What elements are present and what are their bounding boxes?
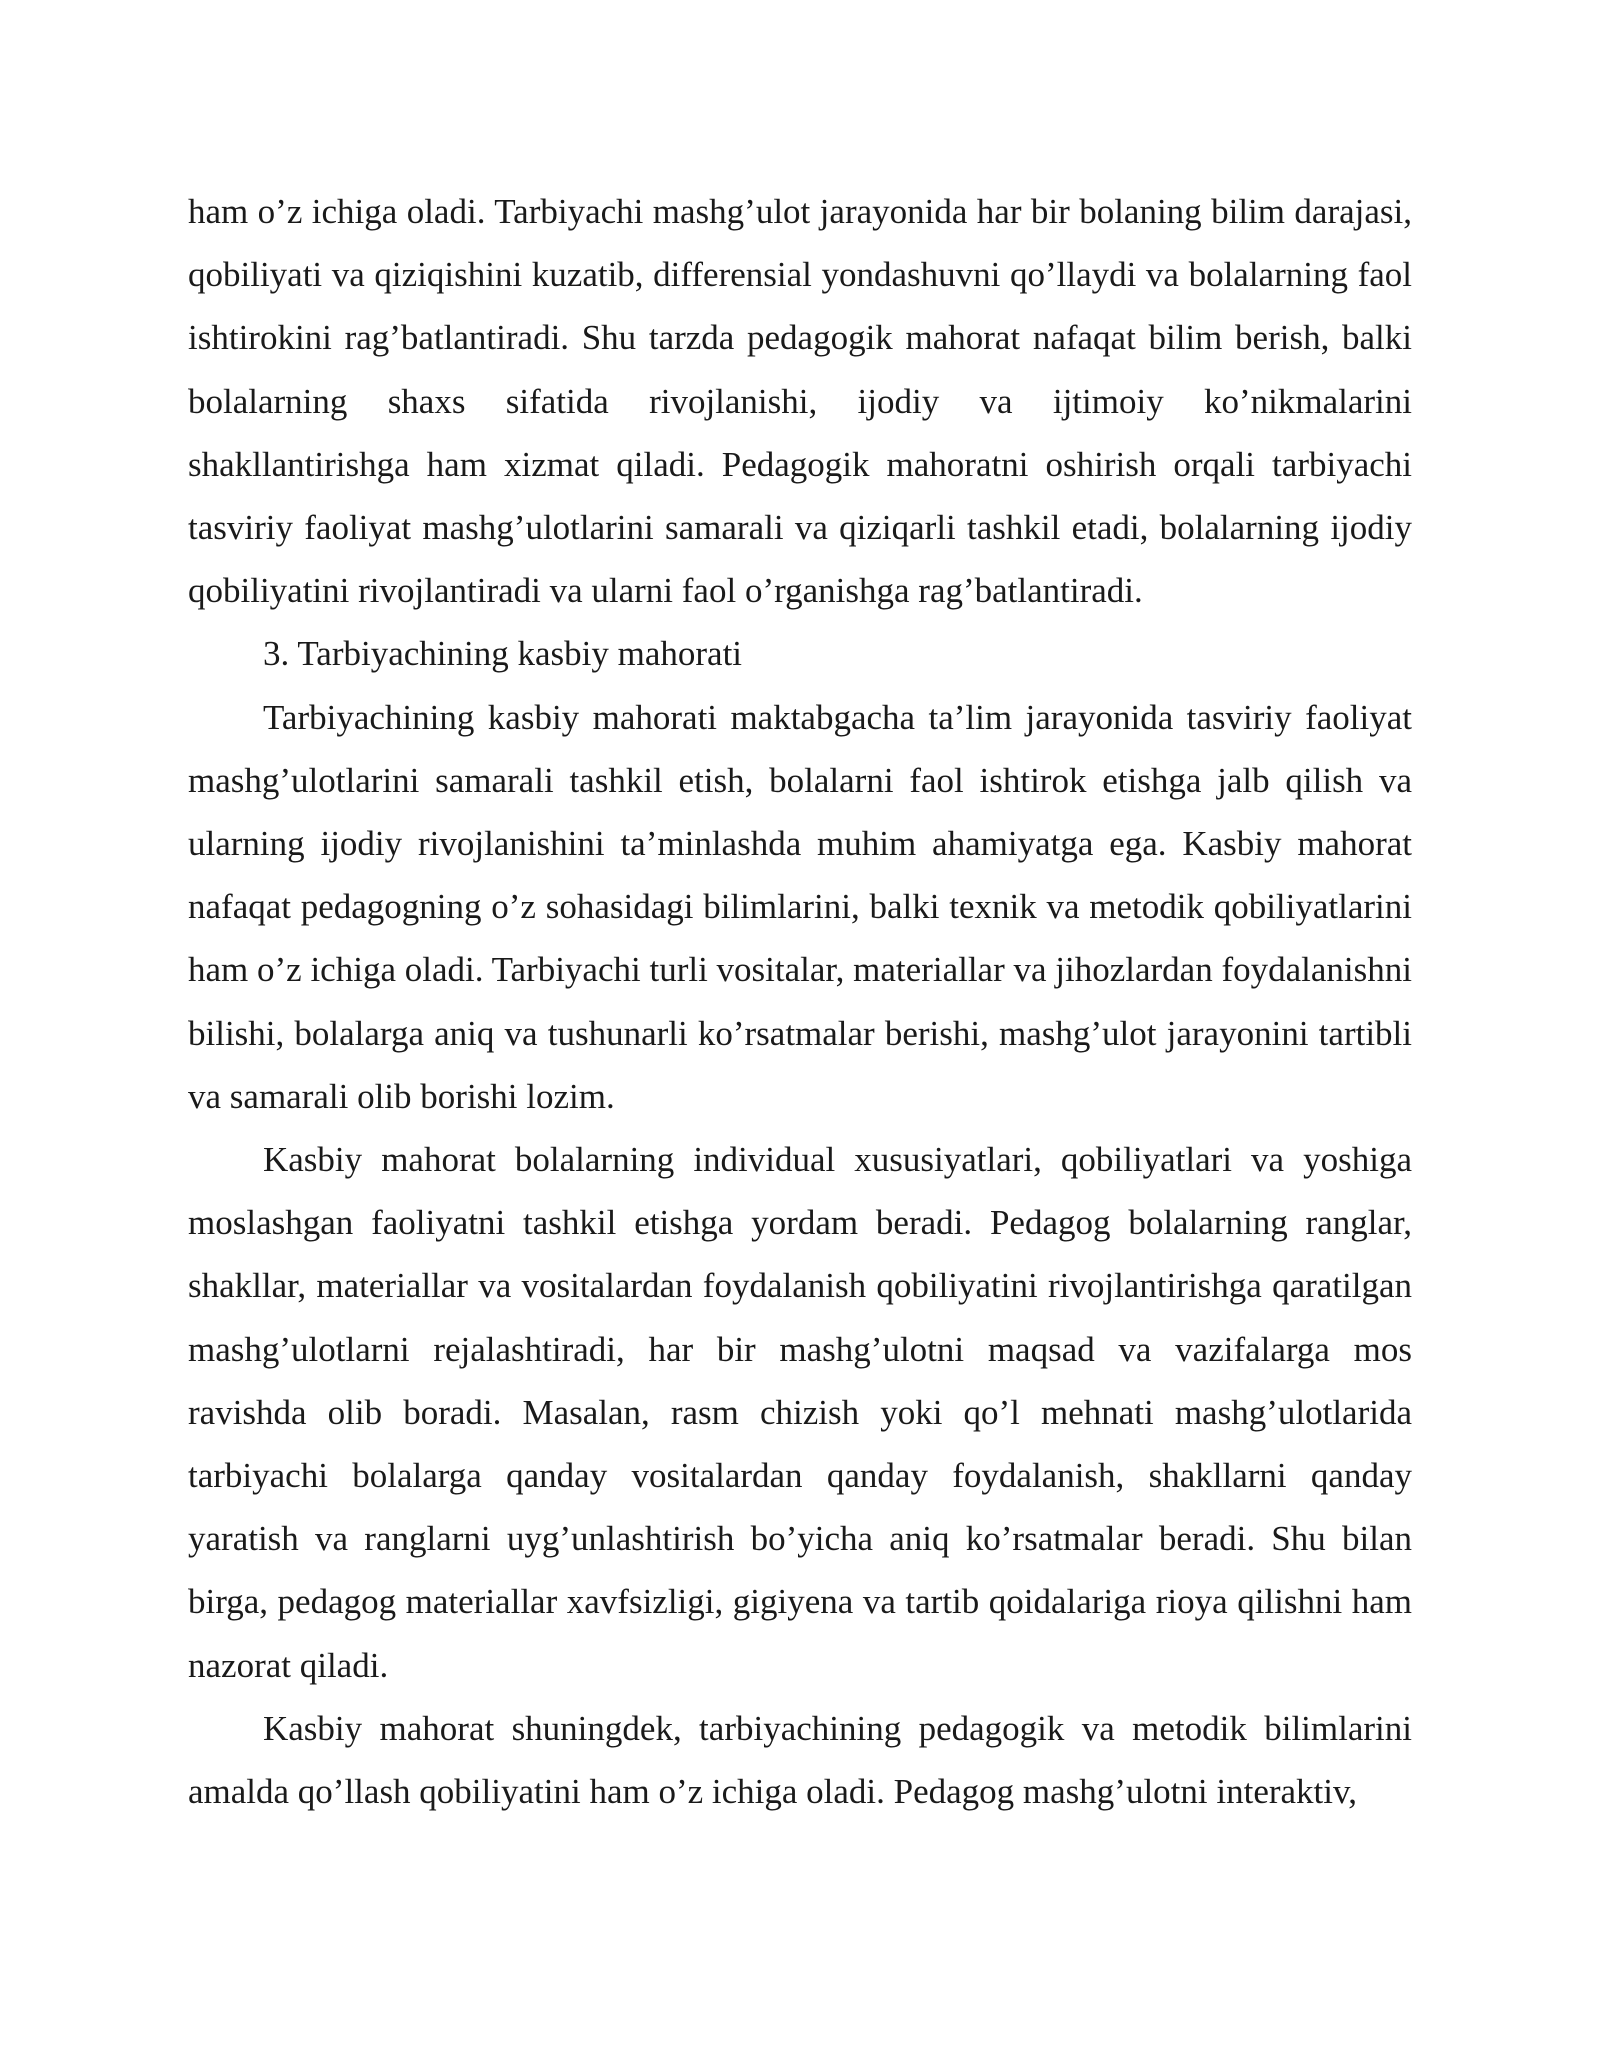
paragraph-professional-skill-methodical: Kasbiy mahorat shuningdek, tarbiyachining pedagogik va metodik bilimlarini amalda qo’llash qobiliyatini ham o’z ichiga oladi. Pedagog mashg’ulotni interaktiv, xyxy=(188,1708,1412,1812)
paragraph-continuation: ham o’z ichiga oladi. Tarbiyachi mashg’ulot jarayonida har bir bolaning bilim darajasi, qobiliyati va qiziqishini kuzatib, differensial yondashuvni qo’llaydi va bolalarning faol ishtirokini rag’batlantiradi. Shu tarzda pedagogik mahorat nafaqat bilim berish, balki bolalarning shaxs sifatida rivojlanishi, ijodiy va ijtimoiy ko’nikmalarini shakllantirishga ham xizmat qiladi. Pedagogik mahoratni oshirish orqali tarbiyachi tasviriy faoliyat mashg’ulotlarini samarali va qiziqarli tashkil etadi, bolalarning ijodiy qobiliyatini rivojlantiradi va ularni faol o’rganishga rag’batlantiradi. xyxy=(188,192,1412,611)
section-heading: 3. Tarbiyachining kasbiy mahorati xyxy=(263,634,743,674)
document-page xyxy=(188,180,1412,1823)
paragraph-professional-skill-intro: Tarbiyachining kasbiy mahorati maktabgacha ta’lim jarayonida tasviriy faoliyat mashg’ulotlarini samarali tashkil etish, bolalarni faol ishtirok etishga jalb qilish va ularning ijodiy rivojlanishini ta’minlashda muhim ahamiyatga ega. Kasbiy mahorat nafaqat pedagogning o’z sohasidagi bilimlarini, balki texnik va metodik qobiliyatlarini ham o’z ichiga oladi. Tarbiyachi turli vositalar, materiallar va jihozlardan foydalanishni bilishi, bolalarga aniq va tushunarli ko’rsatmalar berishi, mashg’ulot jarayonini tartibli va samarali olib borishi lozim. xyxy=(188,697,1412,1116)
paragraph-professional-skill-individual: Kasbiy mahorat bolalarning individual xususiyatlari, qobiliyatlari va yoshiga moslashgan faoliyatni tashkil etishga yordam beradi. Pedagog bolalarning ranglar, shakllar, materiallar va vositalardan foydalanish qobiliyatini rivojlantirishga qaratilgan mashg’ulotlarni rejalashtiradi, har bir mashg’ulotni maqsad va vazifalarga mos ravishda olib boradi. Masalan, rasm chizish yoki qo’l mehnati mashg’ulotlarida tarbiyachi bolalarga qanday vositalardan qanday foydalanish, shakllarni qanday yaratish va ranglarni uyg’unlashtirish bo’yicha aniq ko’rsatmalar beradi. Shu bilan birga, pedagog materiallar xavfsizligi, gigiyena va tartib qoidalariga rioya qilishni ham nazorat qiladi. xyxy=(188,1140,1412,1685)
